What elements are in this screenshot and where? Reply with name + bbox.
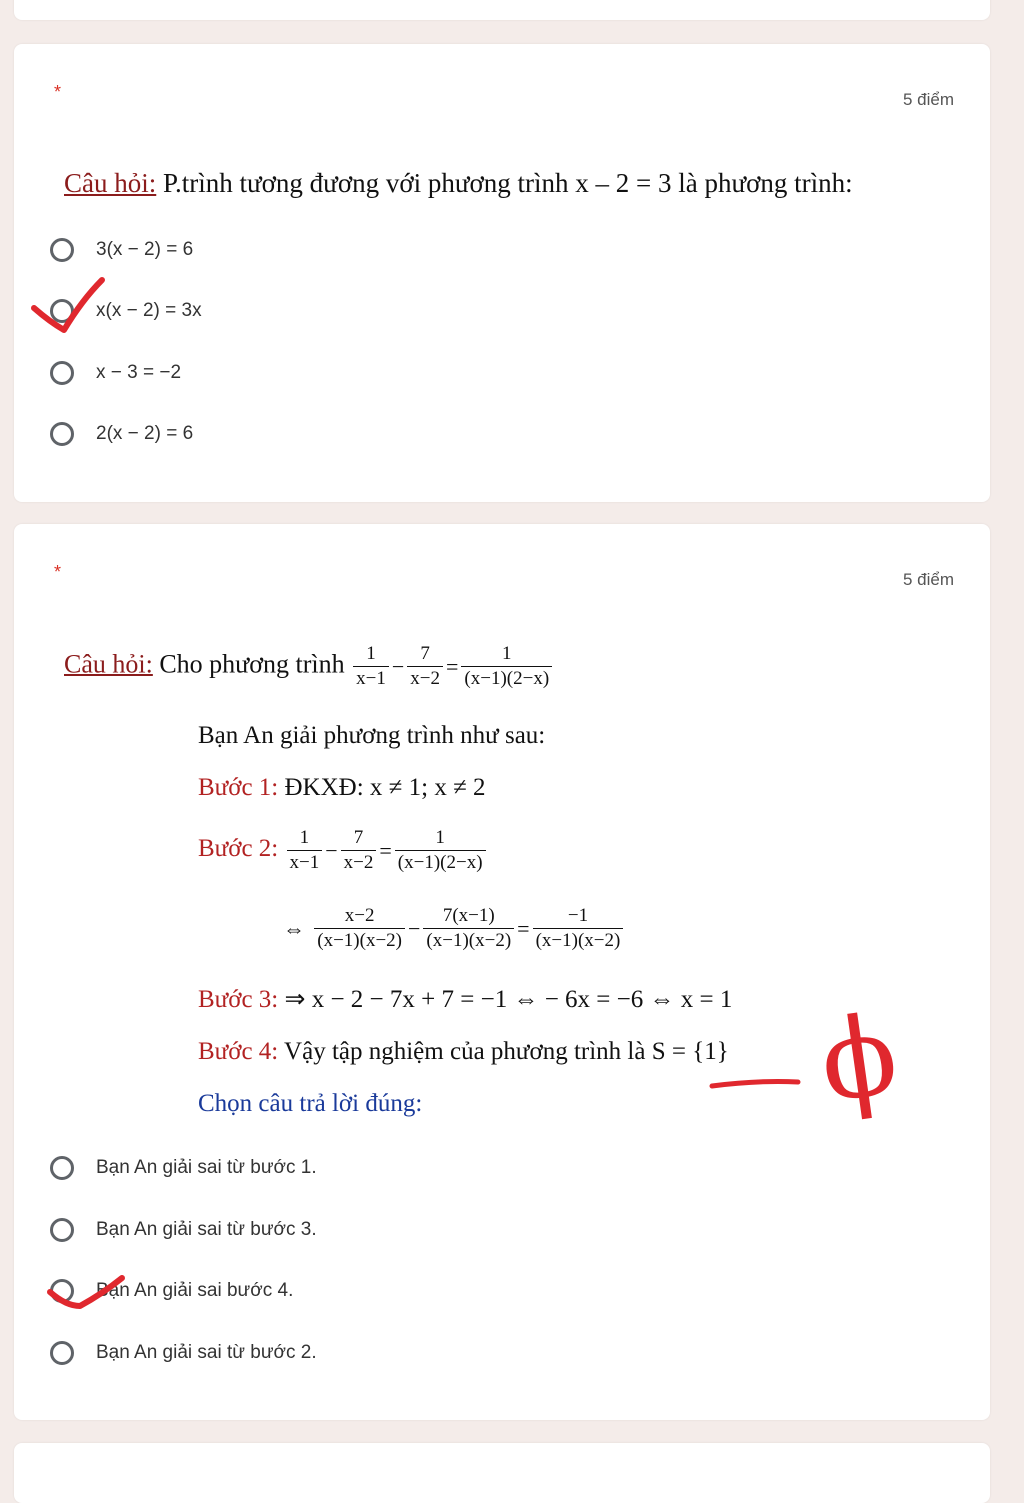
question-card-2: [14, 524, 990, 1420]
question-label: Câu hỏi:: [64, 649, 153, 679]
step-text: ⇒ x − 2 − 7x + 7 = −1 ⇔ − 6x = −6 ⇔ x = 1: [278, 986, 733, 1013]
radio-button[interactable]: [50, 1341, 74, 1365]
question-body: P.trình tương đương với phương trình x – 2 = 3 là phương trình:: [156, 168, 853, 198]
radio-button[interactable]: [50, 361, 74, 385]
fraction: $\frac{1}{(x-1)(2-x)}$: [461, 642, 552, 691]
option-4[interactable]: [50, 416, 193, 452]
option-3[interactable]: [50, 355, 181, 391]
option-label: Bạn An giải sai bước 4.: [96, 1280, 294, 1301]
empty-set-mark: ϕ: [812, 989, 905, 1127]
previous-card: [14, 0, 990, 20]
step-1: [198, 774, 486, 802]
radio-button[interactable]: [50, 238, 74, 262]
option-2[interactable]: [50, 293, 202, 329]
step-text: Vậy tập nghiệm của phương trình là S = {1}: [278, 1038, 729, 1065]
step-label: Bước 3:: [198, 986, 279, 1013]
question-label: Câu hỏi:: [64, 168, 157, 198]
question-body: Cho phương trình: [152, 649, 352, 679]
question-text: [64, 168, 853, 199]
option-label: 2(x − 2) = 6: [96, 423, 194, 444]
fraction: $\frac{-1}{(x-1)(x-2)}$: [533, 904, 624, 953]
step-label: Bước 1:: [198, 774, 279, 801]
option-label: Bạn An giải sai từ bước 1.: [96, 1157, 317, 1178]
fraction: $\frac{7}{x-2}$: [407, 642, 443, 691]
radio-button[interactable]: [50, 1279, 74, 1303]
option-2[interactable]: [50, 1212, 317, 1248]
fraction: $\frac{1}{(x-1)(2-x)}$: [395, 826, 486, 875]
fraction: $\frac{7}{x-2}$: [341, 826, 377, 875]
fraction: $\frac{7(x-1)}{(x-1)(x-2)}$: [423, 904, 514, 953]
required-mark: *: [54, 82, 62, 102]
fraction: $\frac{1}{x-1}$: [287, 826, 323, 875]
step-3: [198, 984, 732, 1014]
step-2-transform: ⇔ $\frac{x-2}{(x-1)(x-2)}$ − $\frac{7(x-1)}{(x-1)(x-2)}$ = $\frac{-1}{(x-1)(x-2)}$: [282, 904, 625, 953]
required-mark: *: [54, 562, 62, 582]
step-2: Bước 2: $\frac{1}{x-1}$ − $\frac{7}{x-2}$ = $\frac{1}{(x-1)(2-x)}$: [198, 826, 488, 875]
radio-button[interactable]: [50, 422, 74, 446]
option-label: 3(x − 2) = 6: [96, 239, 194, 260]
option-label: Bạn An giải sai từ bước 3.: [96, 1219, 317, 1240]
points-label: 5 điểm: [902, 570, 954, 589]
step-4: [198, 1038, 729, 1066]
option-1[interactable]: [50, 232, 193, 268]
radio-button[interactable]: [50, 1218, 74, 1242]
solution-intro: Bạn An giải phương trình như sau:: [198, 722, 546, 749]
next-card: [14, 1443, 990, 1503]
option-label: Bạn An giải sai từ bước 2.: [96, 1342, 317, 1363]
option-4[interactable]: [50, 1335, 317, 1371]
step-label: Bước 2:: [198, 835, 279, 863]
option-3[interactable]: [50, 1273, 293, 1309]
step-label: Bước 4:: [198, 1038, 279, 1065]
points-label: 5 điểm: [902, 90, 954, 109]
radio-button[interactable]: [50, 1156, 74, 1180]
question-card-1: [14, 44, 990, 502]
option-1[interactable]: [50, 1150, 317, 1186]
fraction: $\frac{x-2}{(x-1)(x-2)}$: [314, 904, 405, 953]
option-label: x − 3 = −2: [96, 362, 182, 383]
radio-button[interactable]: [50, 299, 74, 323]
step-text: ĐKXĐ: x ≠ 1; x ≠ 2: [278, 774, 486, 801]
answer-prompt: Chọn câu trả lời đúng:: [198, 1090, 423, 1117]
fraction: $\frac{1}{x-1}$: [353, 642, 389, 691]
option-label: x(x − 2) = 3x: [96, 300, 202, 321]
question-text: Câu hỏi: Cho phương trình $\frac{1}{x-1}$ − $\frac{7}{x-2}$ = $\frac{1}{(x-1)(2-x)}$: [64, 642, 554, 691]
